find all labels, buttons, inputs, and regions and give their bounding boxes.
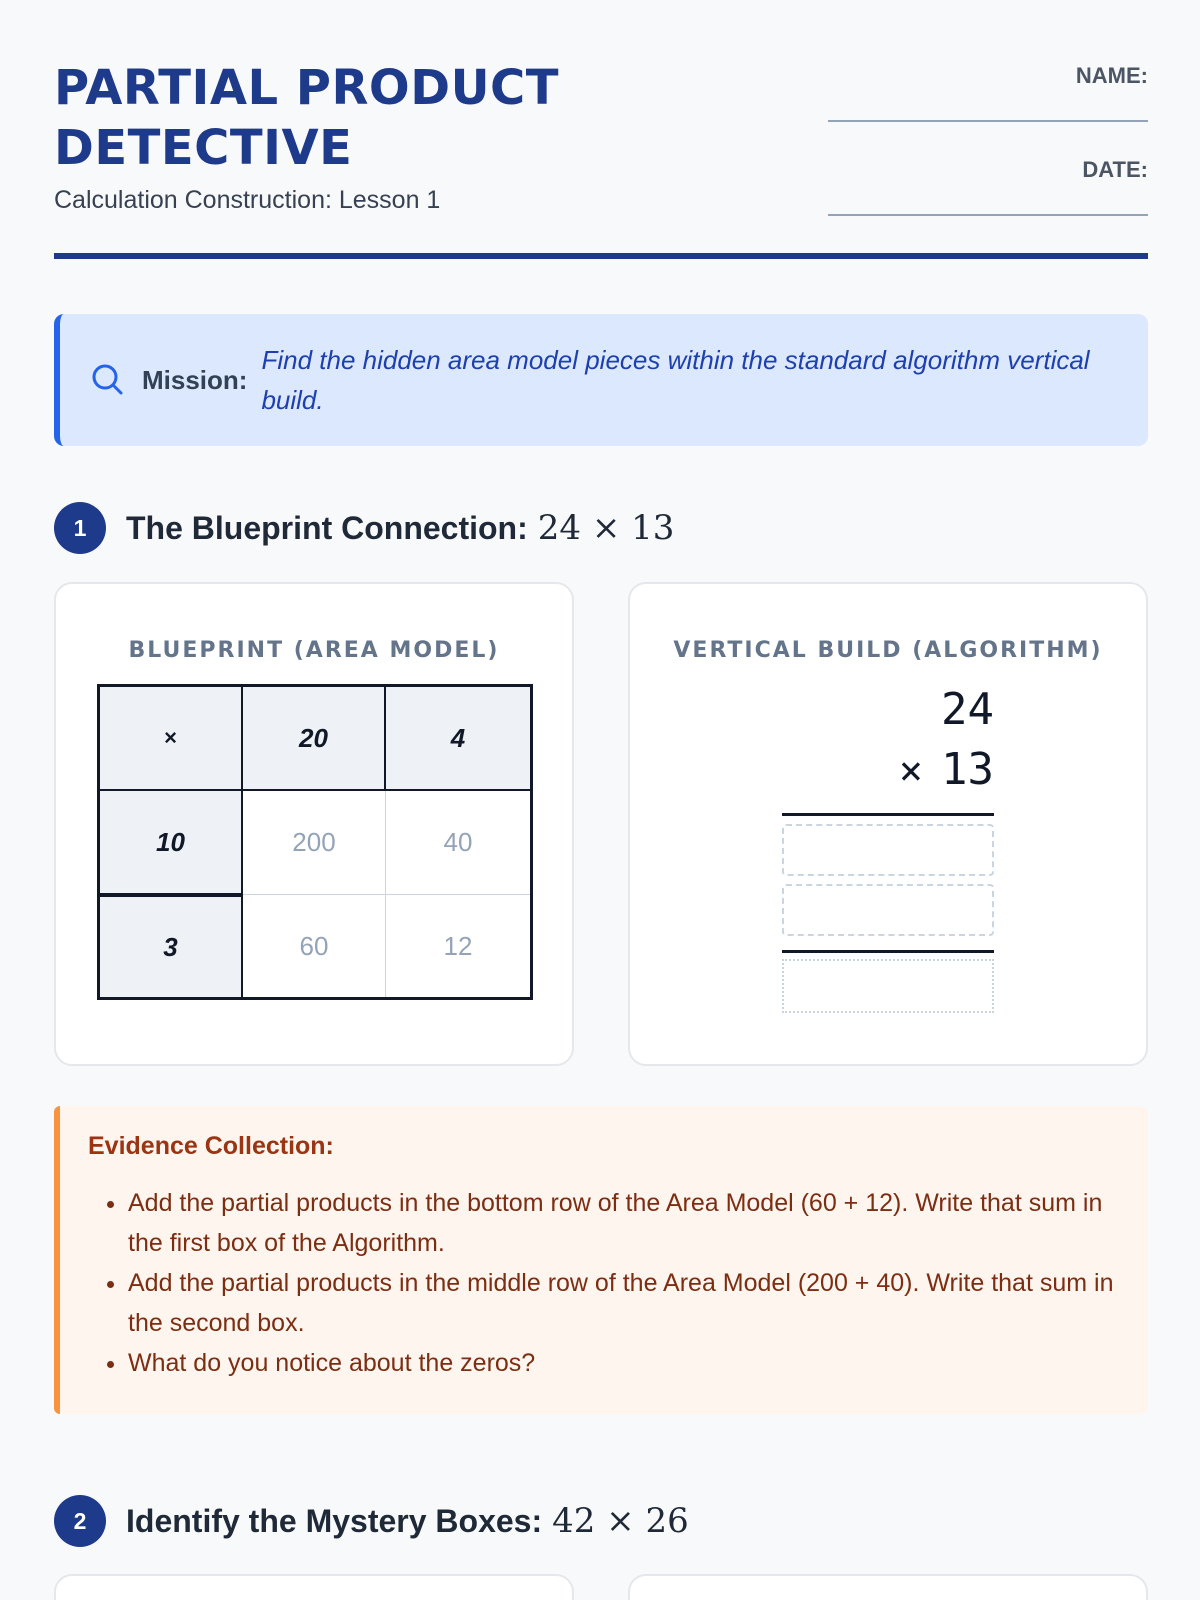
student-fields	[828, 58, 1148, 246]
mission-banner	[54, 314, 1148, 446]
name-line[interactable]	[828, 120, 1148, 122]
blueprint-title: BLUEPRINT (AREA MODEL)	[128, 638, 500, 663]
date-line[interactable]	[828, 214, 1148, 216]
section-math: 42 × 26	[552, 1501, 689, 1541]
page-title: PARTIAL PRODUCT DETECTIVE	[54, 60, 560, 176]
section-title: The Blueprint Connection:	[126, 509, 528, 546]
section-2-right-card	[628, 1574, 1148, 1600]
area-cell: 200	[243, 791, 386, 895]
algorithm-bottom-row	[782, 740, 994, 800]
evidence-list	[88, 1183, 1118, 1383]
algorithm-rule	[782, 813, 994, 816]
section-2-left-card	[54, 1574, 574, 1600]
algorithm-top: 24	[941, 684, 994, 735]
section-number-badge: 1	[54, 502, 106, 554]
multiply-operator: ×	[898, 748, 924, 794]
vertical-build-title: VERTICAL BUILD (ALGORITHM)	[673, 638, 1103, 663]
header-divider	[54, 253, 1148, 259]
section-title: Identify the Mystery Boxes:	[126, 1502, 543, 1539]
vertical-build-card	[628, 582, 1148, 1066]
section-1-heading	[54, 502, 674, 554]
partial-product-box-2[interactable]	[782, 884, 994, 936]
area-column-header: 4	[386, 687, 530, 791]
area-row-header: 3	[100, 895, 243, 997]
mission-text: Find the hidden area model pieces within the standard algorithm vertical build.	[261, 345, 1090, 415]
page-subtitle: Calculation Construction: Lesson 1	[54, 186, 441, 214]
section-number-badge: 2	[54, 1495, 106, 1547]
name-label: NAME:	[1075, 63, 1148, 88]
worksheet-header	[54, 58, 1148, 260]
evidence-item: • What do you notice about the zeros?	[128, 1343, 1118, 1383]
algorithm-bottom: 13	[941, 744, 994, 795]
date-field[interactable]	[828, 152, 1148, 246]
section-math: 24 × 13	[537, 508, 675, 548]
area-column-header: 20	[243, 687, 386, 791]
area-cell: 60	[243, 895, 386, 997]
area-model-grid	[97, 684, 533, 1000]
evidence-title: Evidence Collection:	[88, 1132, 334, 1160]
algorithm-stack	[782, 680, 994, 1013]
area-cell: 40	[386, 791, 530, 895]
area-cell: 12	[443, 930, 473, 961]
mission-label: Mission:	[142, 364, 248, 395]
sum-rule	[782, 950, 994, 953]
name-field[interactable]	[828, 58, 1148, 152]
evidence-item: • Add the partial products in the bottom row of the Area Model (60 + 12). Write that sum in the first box of the Algorithm.	[128, 1183, 1118, 1263]
evidence-panel	[54, 1106, 1148, 1414]
final-product-box[interactable]	[782, 959, 994, 1013]
date-label: DATE:	[1082, 157, 1148, 182]
search-icon	[88, 360, 128, 400]
area-corner-cell: ×	[100, 687, 243, 791]
evidence-item: • Add the partial products in the middle row of the Area Model (200 + 40). Write that sum in the second box.	[128, 1263, 1118, 1343]
section-2-heading	[54, 1495, 689, 1547]
partial-product-box-1[interactable]	[782, 824, 994, 876]
area-row-header: 10	[100, 791, 243, 895]
blueprint-card	[54, 582, 574, 1066]
